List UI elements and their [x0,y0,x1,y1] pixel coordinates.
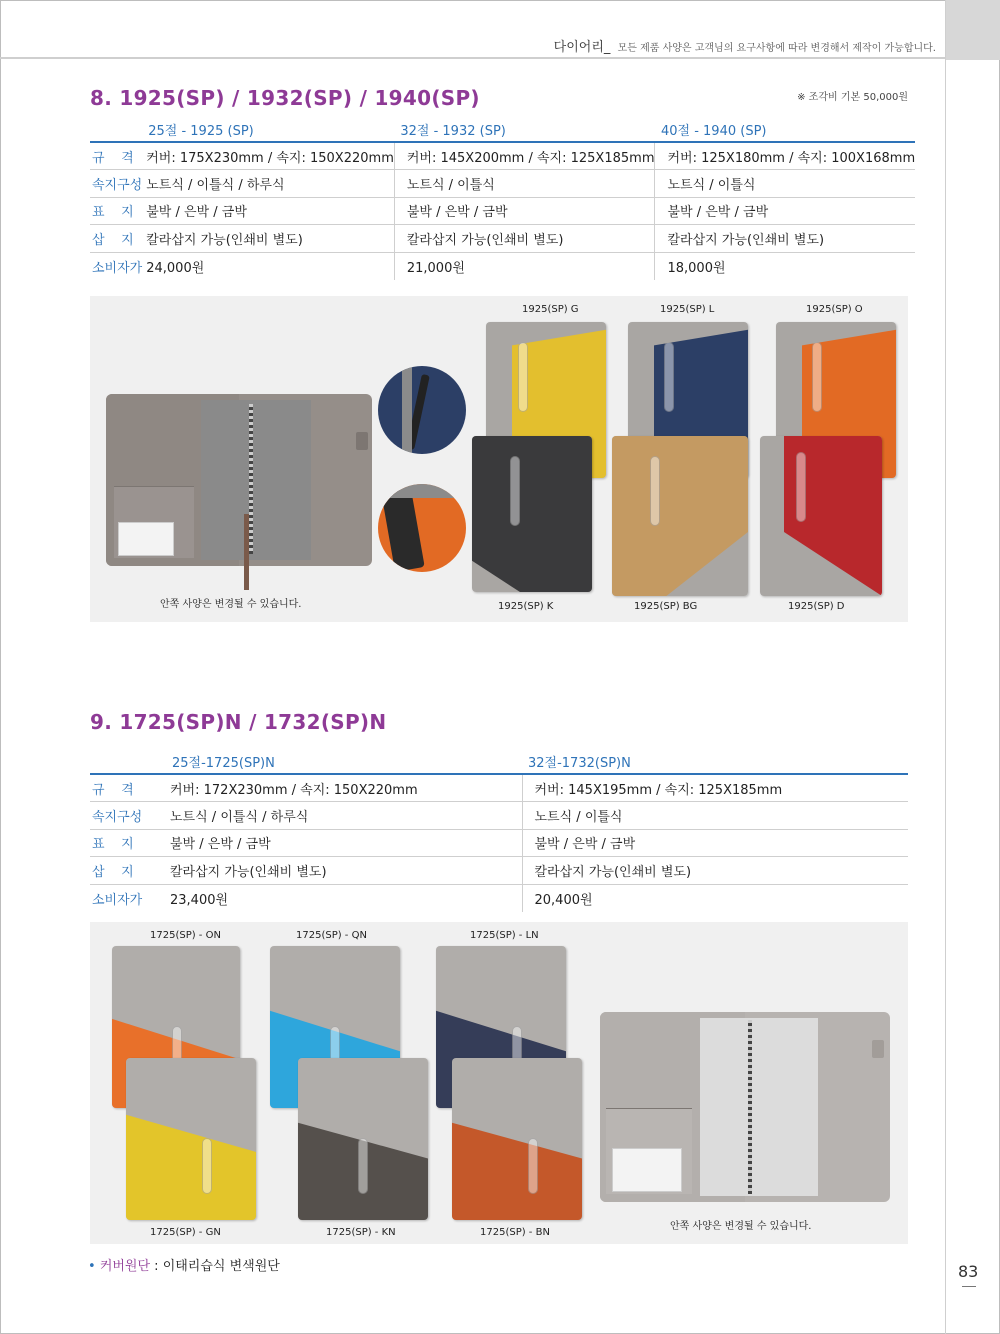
open-diary-image [600,1012,890,1202]
column-header: 25절 - 1925 (SP) [142,118,394,142]
table-cell: 20,400원 [522,884,908,912]
table-cell: 칼라삽지 가능(인쇄비 별도) [142,225,394,253]
table-cell: 노트식 / 이틀식 / 하루식 [142,170,394,198]
diary-1725spn-gn [126,1058,256,1220]
row-label: 속지구성 [90,170,142,198]
product-code-label: 1925(SP) O [806,304,863,315]
table-cell: 불박 / 은박 / 금박 [142,197,394,225]
pen-detail-image [378,366,466,454]
product-code-label: 1925(SP) D [788,601,845,612]
column-header: 32절-1732(SP)N [522,750,908,774]
row-label: 표 지 [90,197,142,225]
table-cell: 커버: 145X200mm / 속지: 125X185mm [394,142,655,170]
product-code-label: 1725(SP) - BN [480,1227,550,1238]
product-code-label: 1925(SP) L [660,304,715,315]
row-label: 삽 지 [90,225,142,253]
table-cell: 칼라삽지 가능(인쇄비 별도) [166,857,522,885]
product-code-label: 1925(SP) G [522,304,579,315]
table-cell: 커버: 125X180mm / 속지: 100X168mm [655,142,915,170]
diary-1725spn-bn [452,1058,582,1220]
open-diary-image [106,394,372,566]
table-header-row [90,118,915,142]
page-number-rule [962,1286,976,1287]
column-header: 40절 - 1940 (SP) [655,118,915,142]
table-row [90,225,915,253]
table-cell: 노트식 / 이틀식 [522,802,908,830]
table-row [90,802,908,830]
row-label: 소비자가 [92,260,143,276]
table-row [90,142,915,170]
side-rule [945,0,946,1334]
table-cell: 노트식 / 이틀식 / 하루식 [166,802,522,830]
diary-1925sp-d [760,436,882,596]
table-cell: 커버: 172X230mm / 속지: 150X220mm [166,774,522,802]
table-cell: 23,400원 [170,892,229,908]
product-code-label: 1725(SP) - QN [296,930,367,941]
table-row [90,884,908,912]
footnote-label: 커버원단 [99,1259,151,1274]
page-number: 83 [958,1262,979,1281]
table-cell: 칼라삽지 가능(인쇄비 별도) [655,225,915,253]
table-row [90,170,915,198]
diary-1725spn-kn [298,1058,428,1220]
table-cell: 불박 / 은박 / 금박 [655,197,915,225]
table-cell: 불박 / 은박 / 금박 [166,829,522,857]
table-row [90,857,908,885]
table-cell: 21,000원 [394,252,655,280]
diary-1925sp-k [472,436,592,592]
table-cell: 불박 / 은박 / 금박 [522,829,908,857]
section-8-spec-table [90,118,915,280]
table-cell: 노트식 / 이틀식 [394,170,655,198]
table-cell: 칼라삽지 가능(인쇄비 별도) [394,225,655,253]
column-header: 32절 - 1932 (SP) [394,118,655,142]
row-label: 소비자가 [92,892,143,908]
diary-1925sp-bg [612,436,748,596]
table-cell: 24,000원 [146,260,205,276]
table-cell: 커버: 175X230mm / 속지: 150X220mm [142,142,394,170]
table-row [90,774,908,802]
bullet: • [88,1259,96,1274]
table-header-row [90,750,908,774]
table-cell: 노트식 / 이틀식 [655,170,915,198]
row-label: 표 지 [90,829,166,857]
table-row [90,197,915,225]
inner-spec-caption: 안쪽 사양은 변경될 수 있습니다. [670,1221,812,1232]
section-8-title: 8. 1925(SP) / 1932(SP) / 1940(SP) [90,86,480,110]
footnote-text: : 이태리습식 변색원단 [150,1259,280,1274]
section-9-spec-table [90,750,908,912]
product-code-label: 1725(SP) - ON [150,930,221,941]
row-label: 규 격 [90,142,142,170]
header-subtitle: 모든 제품 사양은 고객님의 요구사항에 따라 변경해서 제작이 가능합니다. [617,43,936,54]
table-cell: 18,000원 [655,252,915,280]
page-header [554,36,936,55]
header-title: 다이어리_ [553,40,611,55]
table-row [90,252,915,280]
inner-spec-caption: 안쪽 사양은 변경될 수 있습니다. [160,599,302,610]
column-header: 25절-1725(SP)N [166,750,522,774]
corner-tab [946,0,1000,60]
header-rule [0,57,946,59]
section-9-title: 9. 1725(SP)N / 1732(SP)N [90,710,387,734]
product-code-label: 1925(SP) K [498,601,554,612]
engraving-fee-note: ※ 조각비 기본 50,000원 [797,92,908,103]
row-label: 규 격 [90,774,166,802]
product-code-label: 1925(SP) BG [634,601,698,612]
fabric-footnote [88,1255,280,1274]
table-cell: 커버: 145X195mm / 속지: 125X185mm [522,774,908,802]
product-code-label: 1725(SP) - LN [470,930,539,941]
table-row [90,829,908,857]
table-cell: 불박 / 은박 / 금박 [394,197,655,225]
product-code-label: 1725(SP) - KN [326,1227,396,1238]
section-8-product-photo [90,296,908,622]
row-label: 삽 지 [90,857,166,885]
phone-detail-image [378,484,466,572]
product-code-label: 1725(SP) - GN [150,1227,221,1238]
row-label: 속지구성 [90,802,166,830]
table-cell: 칼라삽지 가능(인쇄비 별도) [522,857,908,885]
section-9-product-photo [90,922,908,1244]
